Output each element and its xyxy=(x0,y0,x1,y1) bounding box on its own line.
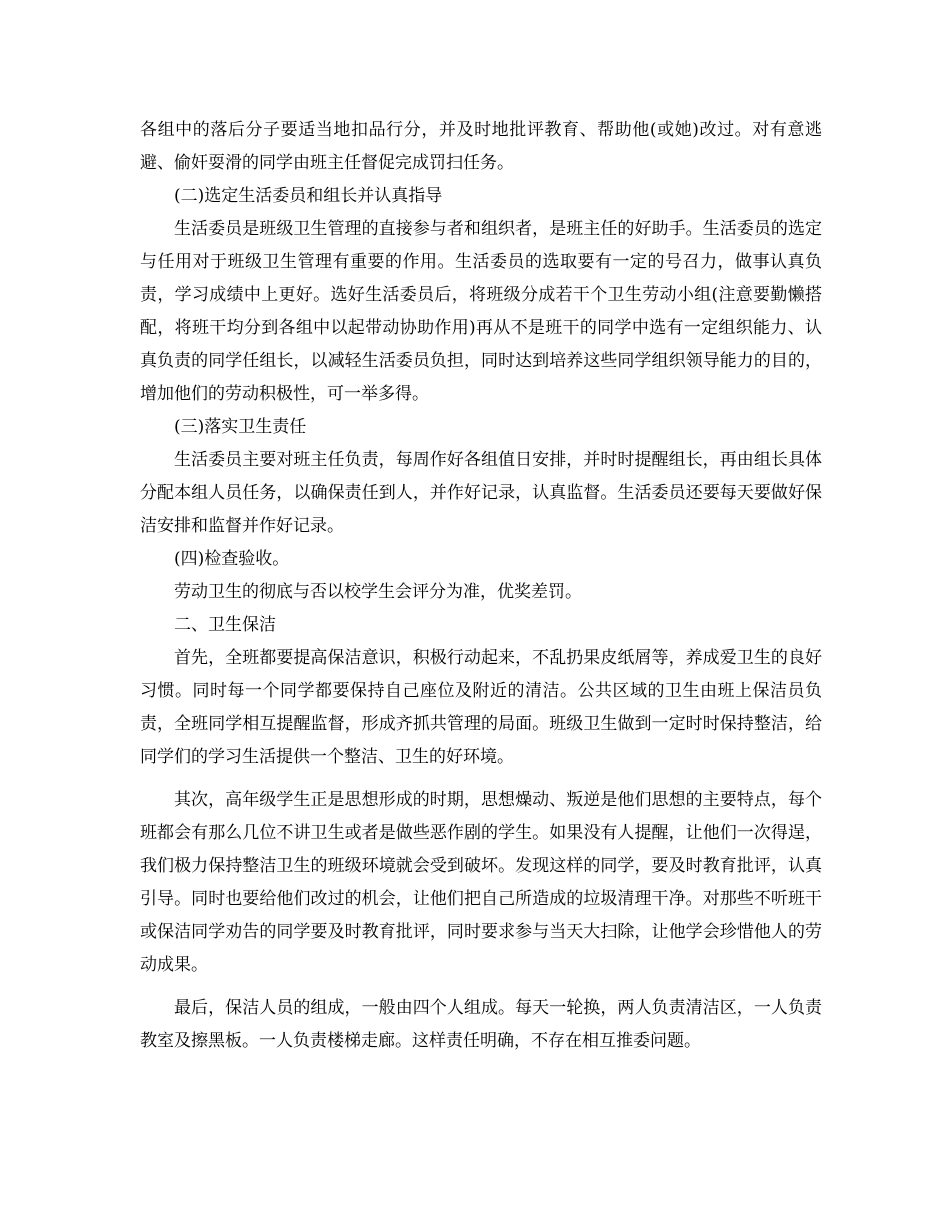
paragraph-continuation: 各组中的落后分子要适当地扣品行分，并及时地批评教育、帮助他(或她)改过。对有意逃避、偷奸耍滑的同学由班主任督促完成罚扫任务。 xyxy=(140,120,822,173)
paragraph-responsibility: 生活委员主要对班主任负责，每周作好各组值日安排，并时时提醒组长，再由组长具体分配本组人员任务，以确保责任到人，并作好记录，认真监督。生活委员还要每天要做好保洁安排和监督并作好记录。 xyxy=(140,450,822,536)
section-heading-two: 二、卫生保洁 xyxy=(174,615,276,635)
paragraph-last: 最后，保洁人员的组成，一般由四个人组成。每天一轮换，两人负责清洁区，一人负责教室及擦黑板。一人负责楼梯走廊。这样责任明确，不存在相互推委问题。 xyxy=(140,998,822,1051)
subheading-two: (二)选定生活委员和组长并认真指导 xyxy=(174,186,443,206)
paragraph-first: 首先，全班都要提高保洁意识，积极行动起来，不乱扔果皮纸屑等，养成爱卫生的良好习惯。同时每一个同学都要保持自己座位及附近的清洁。公共区域的卫生由班上保洁员负责，全班同学相互提醒监督，形成齐抓共管理的局面。班级卫生做到一定时时保持整洁，给同学们的学习生活提供一个整洁、卫生的好环境。 xyxy=(140,648,822,767)
document-body xyxy=(140,114,822,1058)
paragraph-inspection: 劳动卫生的彻底与否以校学生会评分为准，优奖差罚。 xyxy=(174,582,582,602)
subheading-four: (四)检查验收。 xyxy=(174,549,290,569)
paragraph-life-committee: 生活委员是班级卫生管理的直接参与者和组织者，是班主任的好助手。生活委员的选定与任用对于班级卫生管理有重要的作用。生活委员的选取要有一定的号召力，做事认真负责，学习成绩中上更好。选好生活委员后，将班级分成若干个卫生劳动小组(注意要勤懒搭配，将班干均分到各组中以起带动协助作用)再从不是班干的同学中选有一定组织能力、认真负责的同学任组长，以减轻生活委员负担，同时达到培养这些同学组织领导能力的目的，增加他们的劳动积极性，可一举多得。 xyxy=(140,219,822,404)
subheading-three: (三)落实卫生责任 xyxy=(174,417,307,437)
paragraph-second: 其次，高年级学生正是思想形成的时期，思想燥动、叛逆是他们思想的主要特点，每个班都会有那么几位不讲卫生或者是做些恶作剧的学生。如果没有人提醒，让他们一次得逞，我们极力保持整洁卫生的班级环境就会受到破坏。发现这样的同学，要及时教育批评，认真引导。同时也要给他们改过的机会，让他们把自己所造成的垃圾清理干净。对那些不听班干或保洁同学劝告的同学要及时教育批评，同时要求参与当天大扫除，让他学会珍惜他人的劳动成果。 xyxy=(140,790,822,975)
